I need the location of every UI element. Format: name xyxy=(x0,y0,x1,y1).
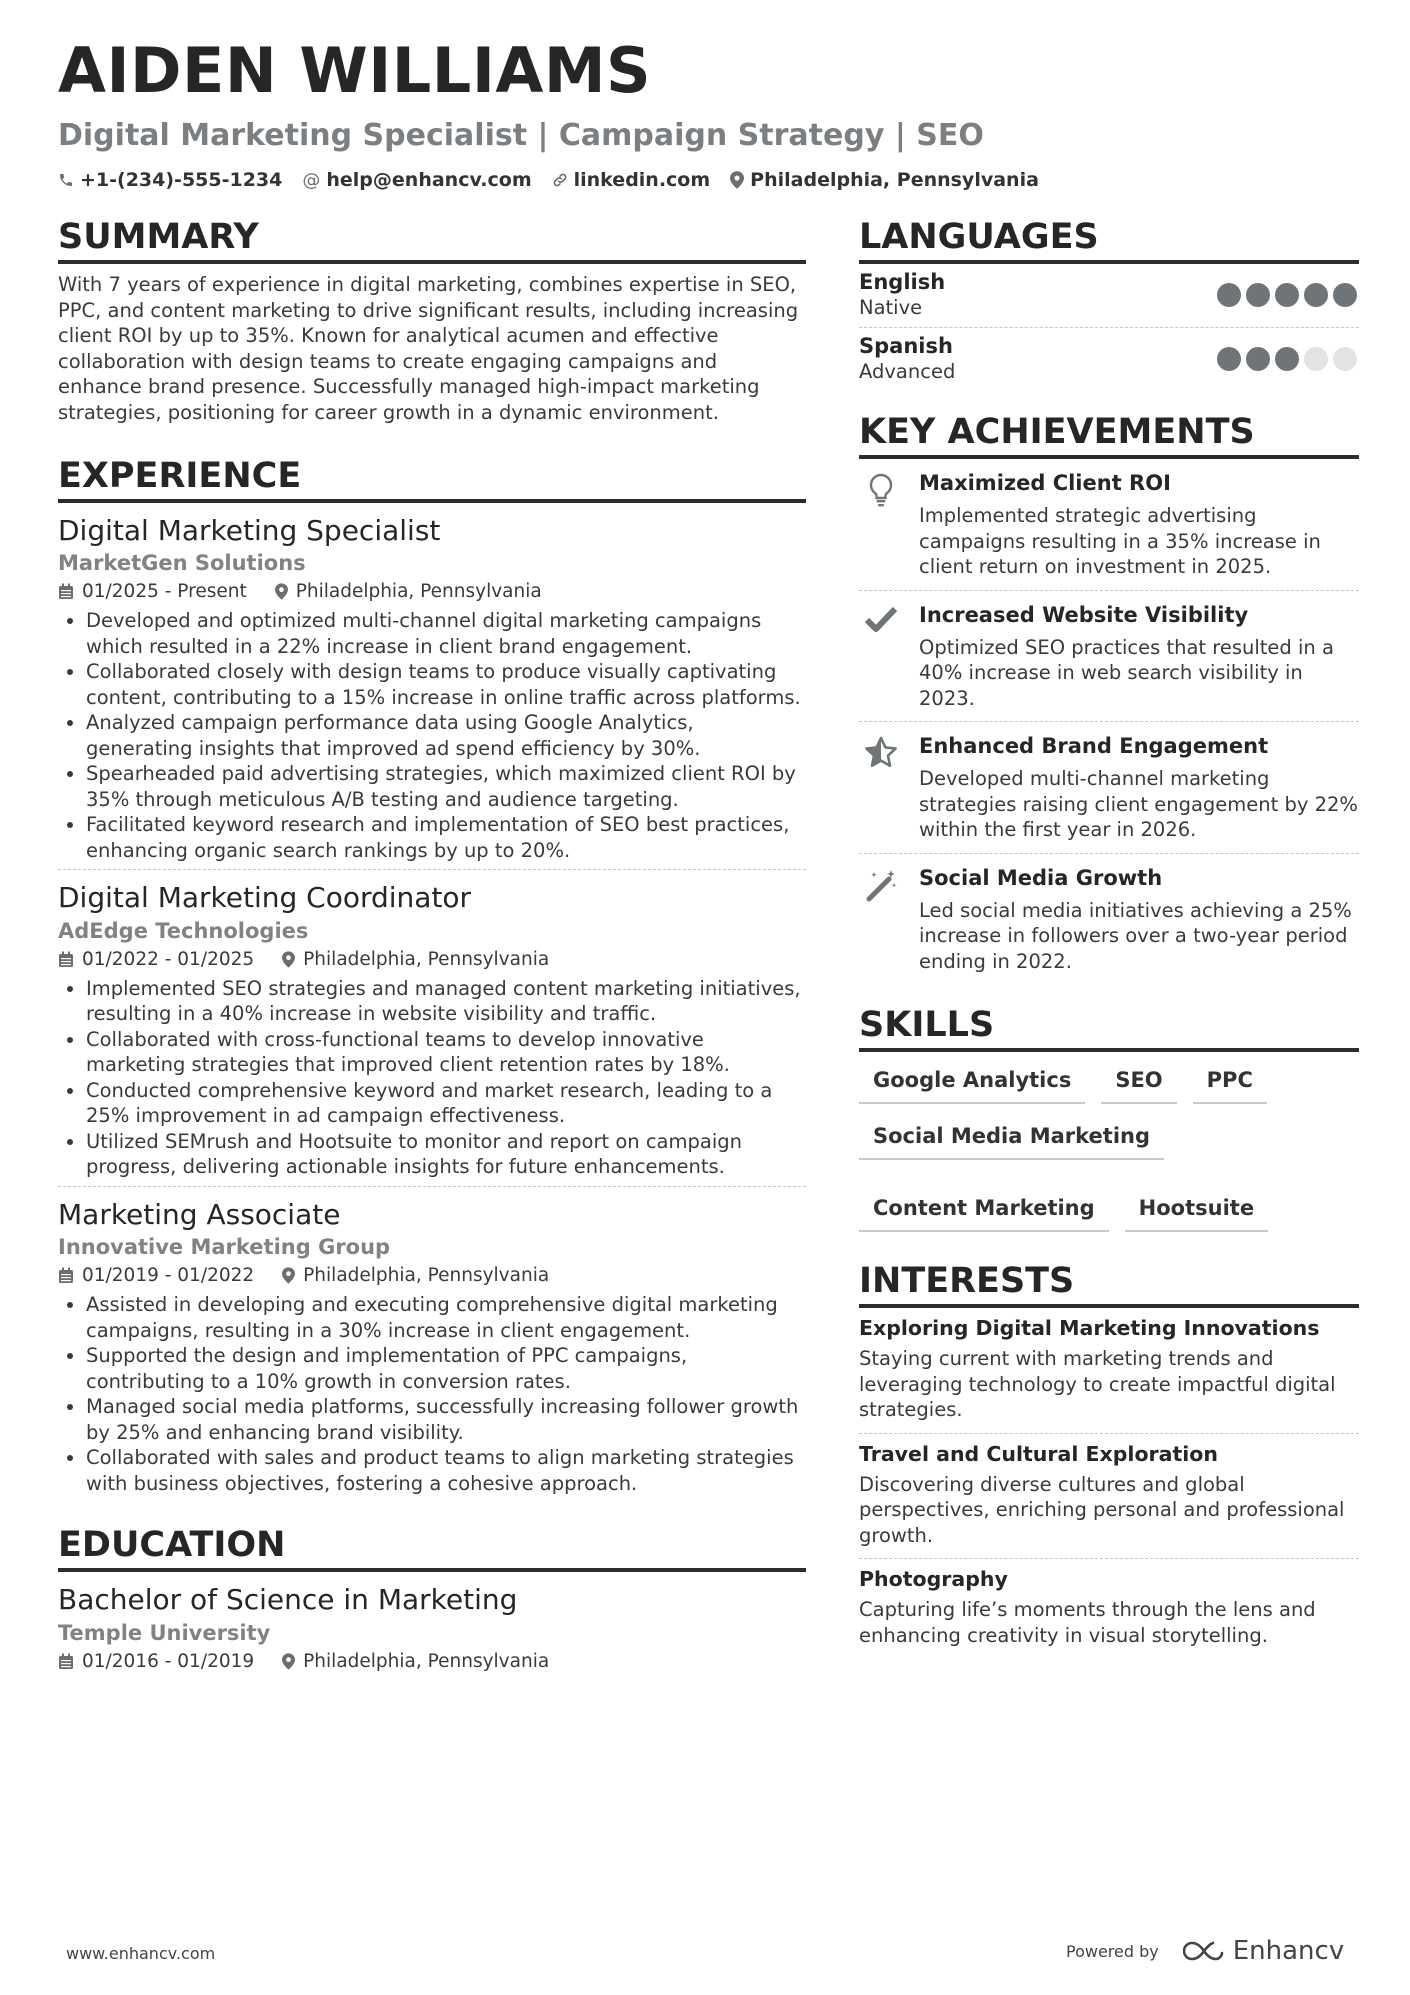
languages-section xyxy=(859,216,1359,391)
left-column xyxy=(58,216,806,1672)
linkedin-text: linkedin.com xyxy=(573,169,711,191)
degree-title: Bachelor of Science in Marketing xyxy=(58,1583,518,1617)
interest-desc: Capturing life’s moments through the lens and enhancing creativity in visual storytelling. xyxy=(859,1598,1316,1647)
job-bullet: • Collaborated with cross-functional teams to develop innovative marketing strategies that improved client retention rates by 18%. xyxy=(86,1027,806,1078)
education-location: Philadelphia, Pennsylvania xyxy=(303,1650,550,1672)
rating-dot-empty xyxy=(1304,347,1328,371)
job-bullet: • Utilized SEMrush and Hootsuite to monitor and report on campaign progress, delivering actionable insights for future enhancements. xyxy=(86,1129,806,1180)
education-section xyxy=(58,1524,806,1671)
job-location: Philadelphia, Pennsylvania xyxy=(295,581,542,603)
education-heading: EDUCATION xyxy=(58,1524,806,1572)
skill-tag: SEO xyxy=(1101,1064,1176,1104)
calendar-icon xyxy=(58,951,74,968)
job-bullet: • Assisted in developing and executing comprehensive digital marketing campaigns, resulting in a 30% increase in client engagement. xyxy=(86,1292,806,1343)
at-icon: @ xyxy=(302,169,321,191)
language-level: Advanced xyxy=(859,360,956,383)
achievement-title: Maximized Client ROI xyxy=(919,471,1171,495)
achievement-title: Social Media Growth xyxy=(919,865,1163,890)
job-location: Philadelphia, Pennsylvania xyxy=(303,948,550,970)
skill-tag: Content Marketing xyxy=(859,1192,1109,1232)
location-pin-icon xyxy=(282,951,295,968)
interest-title: Travel and Cultural Exploration xyxy=(859,1441,1218,1466)
language-level: Native xyxy=(859,296,923,319)
job-entry xyxy=(58,513,806,870)
job-bullet: • Managed social media platforms, successfully increasing follower growth by 25% and enhancing brand visibility. xyxy=(86,1394,806,1445)
magic-wand-icon xyxy=(859,866,903,975)
language-rating xyxy=(1217,347,1357,371)
languages-heading: LANGUAGES xyxy=(859,216,1359,264)
job-entry xyxy=(58,1197,806,1502)
achievement-title: Enhanced Brand Engagement xyxy=(919,734,1269,758)
achievement-desc: Optimized SEO practices that resulted in a 40% increase in web search visibility in 2023. xyxy=(919,635,1334,710)
job-bullet: • Spearheaded paid advertising strategies, which maximized client ROI by 35% through meticulous A/B testing and audience targeting. xyxy=(86,761,806,812)
lightbulb-icon xyxy=(859,471,903,580)
interests-section xyxy=(859,1260,1359,1658)
job-meta xyxy=(58,581,806,602)
footer-website[interactable]: www.enhancv.com xyxy=(66,1944,216,1963)
interest-item xyxy=(859,1308,1359,1434)
infinity-logo-icon xyxy=(1183,1940,1225,1962)
calendar-icon xyxy=(58,1267,74,1284)
location-pin-icon xyxy=(282,1653,295,1670)
experience-heading: EXPERIENCE xyxy=(58,455,806,503)
achievement-title: Increased Website Visibility xyxy=(919,602,1249,627)
rating-dot-filled xyxy=(1275,283,1299,307)
job-bullet: • Supported the design and implementation of PPC campaigns, contributing to a 10% growth in conversion rates. xyxy=(86,1343,806,1394)
email-text: help@enhancv.com xyxy=(326,169,532,191)
achievement-item xyxy=(859,459,1359,591)
job-title: Digital Marketing Specialist xyxy=(58,514,441,547)
education-dates: 01/2016 - 01/2019 xyxy=(82,1650,255,1672)
achievements-heading: KEY ACHIEVEMENTS xyxy=(859,411,1359,459)
school-name: Temple University xyxy=(58,1620,271,1645)
interest-title: Photography xyxy=(859,1567,1008,1591)
interest-desc: Discovering diverse cultures and global perspectives, enriching personal and professional growth. xyxy=(859,1472,1345,1547)
link-icon xyxy=(552,172,568,188)
job-bullet: • Analyzed campaign performance data using Google Analytics, generating insights that improved ad spend efficiency by 30%. xyxy=(86,710,806,761)
powered-by-text: Powered by xyxy=(1066,1941,1159,1961)
job-meta xyxy=(58,949,806,970)
interest-desc: Staying current with marketing trends and leveraging technology to create impactful digital strategies. xyxy=(859,1347,1336,1421)
job-bullet: • Facilitated keyword research and implementation of SEO best practices, enhancing organic search rankings by up to 20%. xyxy=(86,812,806,863)
achievement-item xyxy=(859,591,1359,723)
summary-heading: SUMMARY xyxy=(58,216,806,264)
brand-name: Enhancv xyxy=(1232,1936,1345,1966)
job-bullet: • Collaborated closely with design teams to produce visually captivating content, contributing to a 15% increase in online traffic across platforms. xyxy=(86,659,806,710)
achievement-item xyxy=(859,722,1359,854)
job-bullets xyxy=(58,1292,806,1496)
achievement-desc: Developed multi-channel marketing strategies raising client engagement by 22% within the first year in 2026. xyxy=(919,767,1358,841)
skills-list xyxy=(859,1064,1359,1232)
job-bullets xyxy=(58,608,806,863)
interest-item xyxy=(859,1434,1359,1560)
skill-tag: Hootsuite xyxy=(1125,1192,1268,1232)
candidate-name: AIDEN WILLIAMS xyxy=(58,34,652,107)
contact-location xyxy=(730,169,1039,191)
interest-item xyxy=(859,1559,1359,1658)
contact-bar xyxy=(58,169,1039,191)
language-item xyxy=(859,328,1359,391)
location-text: Philadelphia, Pennsylvania xyxy=(750,169,1039,191)
rating-dot-filled xyxy=(1333,283,1357,307)
checkmark-icon xyxy=(859,603,903,712)
summary-text: With 7 years of experience in digital marketing, combines expertise in SEO, PPC, and content marketing to drive significant results, including increasing client ROI by up to 35%. Known for analytical acumen and effective collaboration with design teams to create engaging campaigns and enhance brand presence. Successfully managed high-impact marketing strategies, positioning for career growth in a dynamic environment. xyxy=(58,273,799,424)
contact-linkedin[interactable] xyxy=(552,169,711,191)
company-name: AdEdge Technologies xyxy=(58,918,309,943)
rating-dot-filled xyxy=(1217,347,1241,371)
job-bullet: • Conducted comprehensive keyword and market research, leading to a 25% improvement in ad campaign effectiveness. xyxy=(86,1078,806,1129)
job-bullets xyxy=(58,976,806,1180)
rating-dot-filled xyxy=(1217,283,1241,307)
job-entry xyxy=(58,880,806,1186)
enhancv-logo[interactable] xyxy=(1183,1936,1344,1966)
rating-dot-filled xyxy=(1246,283,1270,307)
job-bullet: • Collaborated with sales and product teams to align marketing strategies with business objectives, fostering a cohesive approach. xyxy=(86,1445,806,1496)
job-bullet: • Implemented SEO strategies and managed content marketing initiatives, resulting in a 40% increase in website visibility and traffic. xyxy=(86,976,806,1027)
skill-tag: PPC xyxy=(1193,1064,1267,1104)
skill-tag: Social Media Marketing xyxy=(859,1120,1164,1160)
achievement-desc: Led social media initiatives achieving a 25% increase in followers over a two-year period ending in 2022. xyxy=(919,898,1352,973)
interest-title: Exploring Digital Marketing Innovations xyxy=(859,1316,1320,1340)
job-dates: 01/2019 - 01/2022 xyxy=(82,1265,255,1287)
language-rating xyxy=(1217,283,1357,307)
star-icon xyxy=(859,734,903,843)
company-name: Innovative Marketing Group xyxy=(58,1235,391,1260)
rating-dot-filled xyxy=(1275,347,1299,371)
job-location: Philadelphia, Pennsylvania xyxy=(303,1265,550,1287)
rating-dot-empty xyxy=(1333,347,1357,371)
phone-text: +1-(234)-555-1234 xyxy=(80,169,283,191)
location-pin-icon xyxy=(275,583,288,600)
job-dates: 01/2022 - 01/2025 xyxy=(82,948,255,970)
language-name: English xyxy=(859,270,946,294)
achievement-desc: Implemented strategic advertising campaigns resulting in a 35% increase in client return on investment in 2025. xyxy=(919,504,1321,578)
skills-section xyxy=(859,1004,1359,1232)
contact-phone[interactable] xyxy=(58,169,282,191)
location-pin-icon xyxy=(282,1267,295,1284)
achievement-item xyxy=(859,854,1359,985)
company-name: MarketGen Solutions xyxy=(58,551,306,576)
footer-branding xyxy=(1066,1936,1344,1966)
language-item xyxy=(859,264,1359,328)
job-dates: 01/2025 - Present xyxy=(82,581,247,603)
contact-email[interactable] xyxy=(302,169,531,191)
experience-section xyxy=(58,455,806,1502)
calendar-icon xyxy=(58,1653,74,1670)
job-meta xyxy=(58,1265,806,1286)
skill-tag: Google Analytics xyxy=(859,1064,1085,1104)
right-column xyxy=(859,216,1359,1658)
achievements-section xyxy=(859,411,1359,984)
skills-heading: SKILLS xyxy=(859,1004,1359,1052)
interests-heading: INTERESTS xyxy=(859,1260,1359,1308)
education-meta xyxy=(58,1651,806,1672)
job-bullet: • Developed and optimized multi-channel digital marketing campaigns which resulted in a 22% increase in client brand engagement. xyxy=(86,608,806,659)
language-name: Spanish xyxy=(859,334,953,358)
summary-section xyxy=(58,216,806,425)
rating-dot-filled xyxy=(1246,347,1270,371)
job-title: Marketing Associate xyxy=(58,1197,341,1231)
job-title: Digital Marketing Coordinator xyxy=(58,881,472,915)
headline: Digital Marketing Specialist | Campaign Strategy | SEO xyxy=(58,118,984,153)
calendar-icon xyxy=(58,583,74,600)
location-pin-icon xyxy=(730,171,744,189)
rating-dot-filled xyxy=(1304,283,1328,307)
phone-icon xyxy=(58,172,74,188)
